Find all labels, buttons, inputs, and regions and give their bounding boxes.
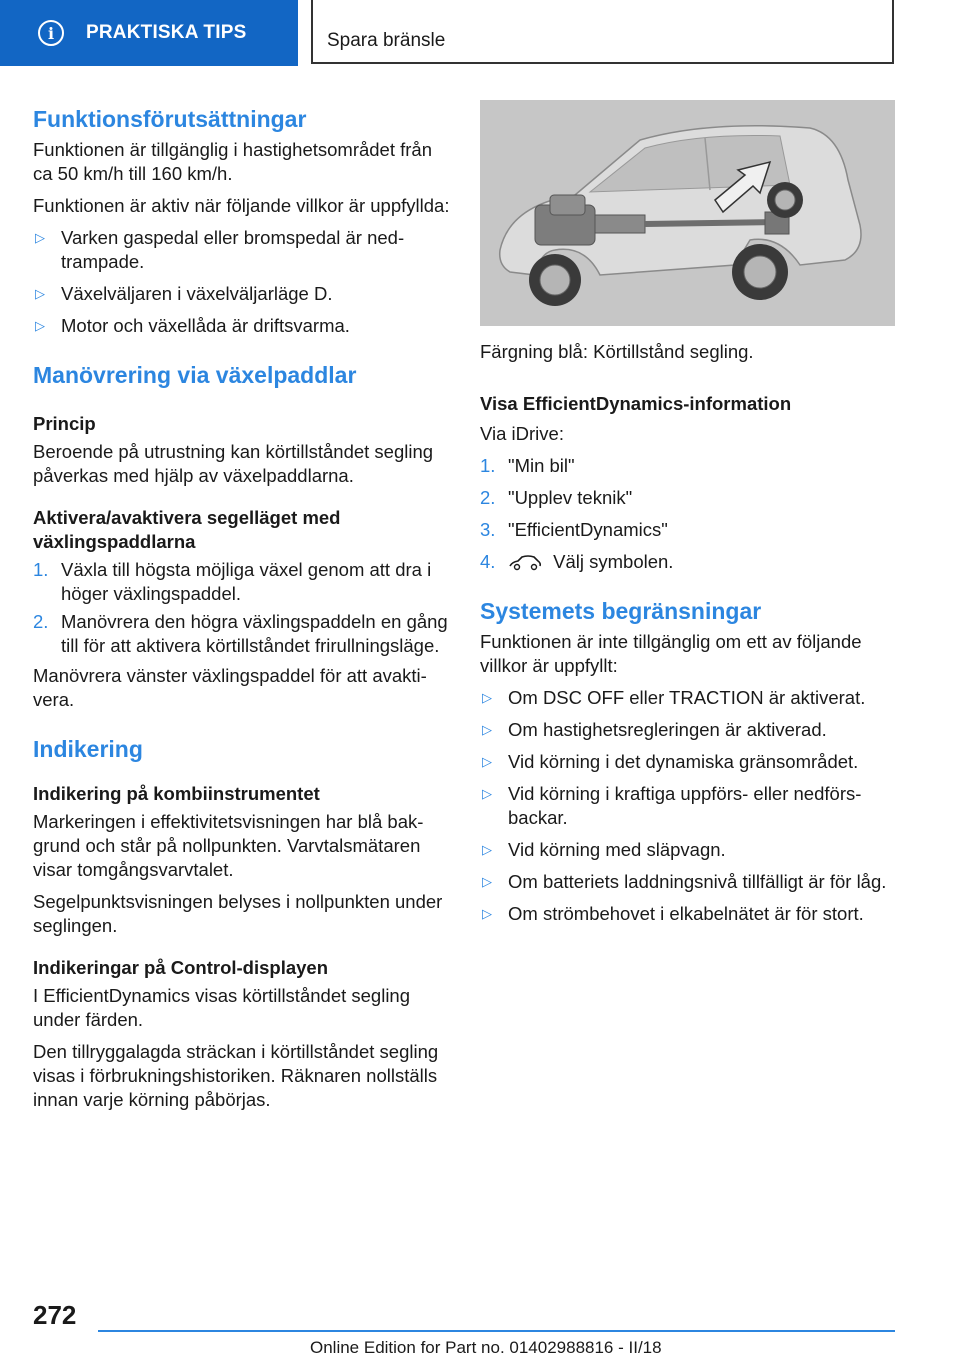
triangle-bullet-icon: ▷ xyxy=(482,722,492,737)
section-label: PRAKTISKA TIPS xyxy=(86,22,247,43)
list-item-text: Vid körning i kraftiga uppförs- eller nedförsbackar. xyxy=(508,783,862,828)
triangle-bullet-icon: ▷ xyxy=(35,230,45,245)
subheading-princip: Princip xyxy=(33,413,96,434)
step-list xyxy=(33,558,453,658)
step-number: 2. xyxy=(480,487,496,508)
list-item xyxy=(480,518,900,542)
list-item xyxy=(33,282,453,306)
subheading-kombiinstrumentet: Indikering på kombiinstrumentet xyxy=(33,783,320,804)
heading-indikering: Indikering xyxy=(33,736,143,762)
list-item xyxy=(480,718,900,742)
footer-divider xyxy=(98,1330,895,1332)
triangle-bullet-icon: ▷ xyxy=(482,690,492,705)
list-item xyxy=(33,610,453,658)
paragraph: Segelpunktsvisningen belyses i nollpunkten under seglingen. xyxy=(33,891,443,936)
subheading-control-displayen: Indikeringar på Control-displayen xyxy=(33,957,329,978)
paragraph: Funktionen är tillgänglig i hastighetsområdet från ca 50 km/h till 160 km/h. xyxy=(33,139,433,184)
left-column xyxy=(33,100,453,1112)
list-item-text: Växla till högsta möjliga växel genom att dra i höger växlingspaddel. xyxy=(61,559,432,604)
list-item-text: "Upplev teknik" xyxy=(508,487,633,508)
paragraph: I EfficientDynamics visas körtillståndet segling under färden. xyxy=(33,985,411,1030)
list-item-text: Om strömbehovet i elkabelnätet är för stort. xyxy=(508,903,864,924)
triangle-bullet-icon: ▷ xyxy=(35,318,45,333)
paragraph: Manövrera vänster växlingspaddel för att avaktivera. xyxy=(33,665,427,710)
limits-list xyxy=(480,686,900,926)
idrive-step-list xyxy=(480,454,900,574)
list-item-text: Manövrera den högra växlingspaddeln en gång till för att aktivera körtillståndet frirullningsläge. xyxy=(61,611,448,656)
triangle-bullet-icon: ▷ xyxy=(482,842,492,857)
paragraph: Beroende på utrustning kan körtillståndet segling påverkas med hjälp av växelpaddlarna. xyxy=(33,441,434,486)
list-item xyxy=(33,314,453,338)
car-symbol-icon xyxy=(508,554,542,572)
triangle-bullet-icon: ▷ xyxy=(482,786,492,801)
list-item xyxy=(33,558,453,606)
heading-systemets-begransningar: Systemets begränsningar xyxy=(480,598,762,624)
list-item-text: Om hastighetsregleringen är aktiverad. xyxy=(508,719,827,740)
condition-list xyxy=(33,226,453,338)
list-item-text: "EfficientDynamics" xyxy=(508,519,668,540)
list-item xyxy=(480,782,900,830)
list-item-text: Vid körning i det dynamiska gränsområdet. xyxy=(508,751,859,772)
list-item-text: "Min bil" xyxy=(508,455,575,476)
list-item-text: Vid körning med släpvagn. xyxy=(508,839,726,860)
list-item-text: Motor och växellåda är driftsvarma. xyxy=(61,315,350,336)
step-number: 2. xyxy=(33,611,49,632)
paragraph: Funktionen är aktiv när följande villkor är uppfyllda: xyxy=(33,195,450,216)
page-number: 272 xyxy=(33,1300,77,1330)
section-tab xyxy=(0,0,298,66)
paragraph: Den tillryggalagda sträckan i körtillståndet segling visas i förbrukningshistoriken. Räknaren nollställs innan varje körning påbörjas. xyxy=(33,1041,439,1110)
list-item xyxy=(480,454,900,478)
list-item xyxy=(480,870,900,894)
list-item xyxy=(480,902,900,926)
chapter-title: Spara bränsle xyxy=(327,30,446,51)
triangle-bullet-icon: ▷ xyxy=(482,754,492,769)
list-item xyxy=(480,838,900,862)
triangle-bullet-icon: ▷ xyxy=(35,286,45,301)
list-item xyxy=(33,226,453,274)
list-item xyxy=(480,686,900,710)
chapter-header xyxy=(311,0,894,64)
step-number: 1. xyxy=(480,455,496,476)
right-column xyxy=(480,100,900,926)
triangle-bullet-icon: ▷ xyxy=(482,906,492,921)
list-item xyxy=(480,486,900,510)
list-item-text: Om DSC OFF eller TRACTION är aktiverat. xyxy=(508,687,866,708)
list-item xyxy=(480,550,900,574)
edition-text: Online Edition for Part no. 01402988816 - II/18 xyxy=(310,1338,662,1357)
step-number: 3. xyxy=(480,519,496,540)
list-item-text: Varken gaspedal eller bromspedal är nedtrampade. xyxy=(61,227,405,272)
car-drivetrain-figure xyxy=(480,100,895,326)
step-number: 1. xyxy=(33,559,49,580)
step-number: 4. xyxy=(480,551,496,572)
info-icon: i xyxy=(38,20,64,46)
paragraph: Funktionen är inte tillgänglig om ett av följande villkor är uppfyllt: xyxy=(480,631,862,676)
figure-caption: Färgning blå: Körtillstånd segling. xyxy=(480,341,754,362)
subheading-aktivera: Aktivera/avaktivera segelläget med växlingspaddlarna xyxy=(33,507,341,552)
list-item xyxy=(480,750,900,774)
triangle-bullet-icon: ▷ xyxy=(482,874,492,889)
list-item-text: Om batteriets laddningsnivå tillfälligt är för låg. xyxy=(508,871,887,892)
list-item-text: Växelväljaren i växelväljarläge D. xyxy=(61,283,333,304)
list-item-text: Välj symbolen. xyxy=(553,551,674,572)
heading-funktionsforutsattningar: Funktionsförutsättningar xyxy=(33,106,307,132)
paragraph: Via iDrive: xyxy=(480,423,564,444)
car-illustration xyxy=(480,100,895,326)
subheading-visa-efficientdynamics: Visa EfficientDynamics-information xyxy=(480,393,792,414)
paragraph: Markeringen i effektivitetsvisningen har blå bakgrund och står på nollpunkten. Varvtalsmätaren visar tomgångsvarvtalet. xyxy=(33,811,424,880)
heading-manovrering: Manövrering via växelpaddlar xyxy=(33,362,357,388)
